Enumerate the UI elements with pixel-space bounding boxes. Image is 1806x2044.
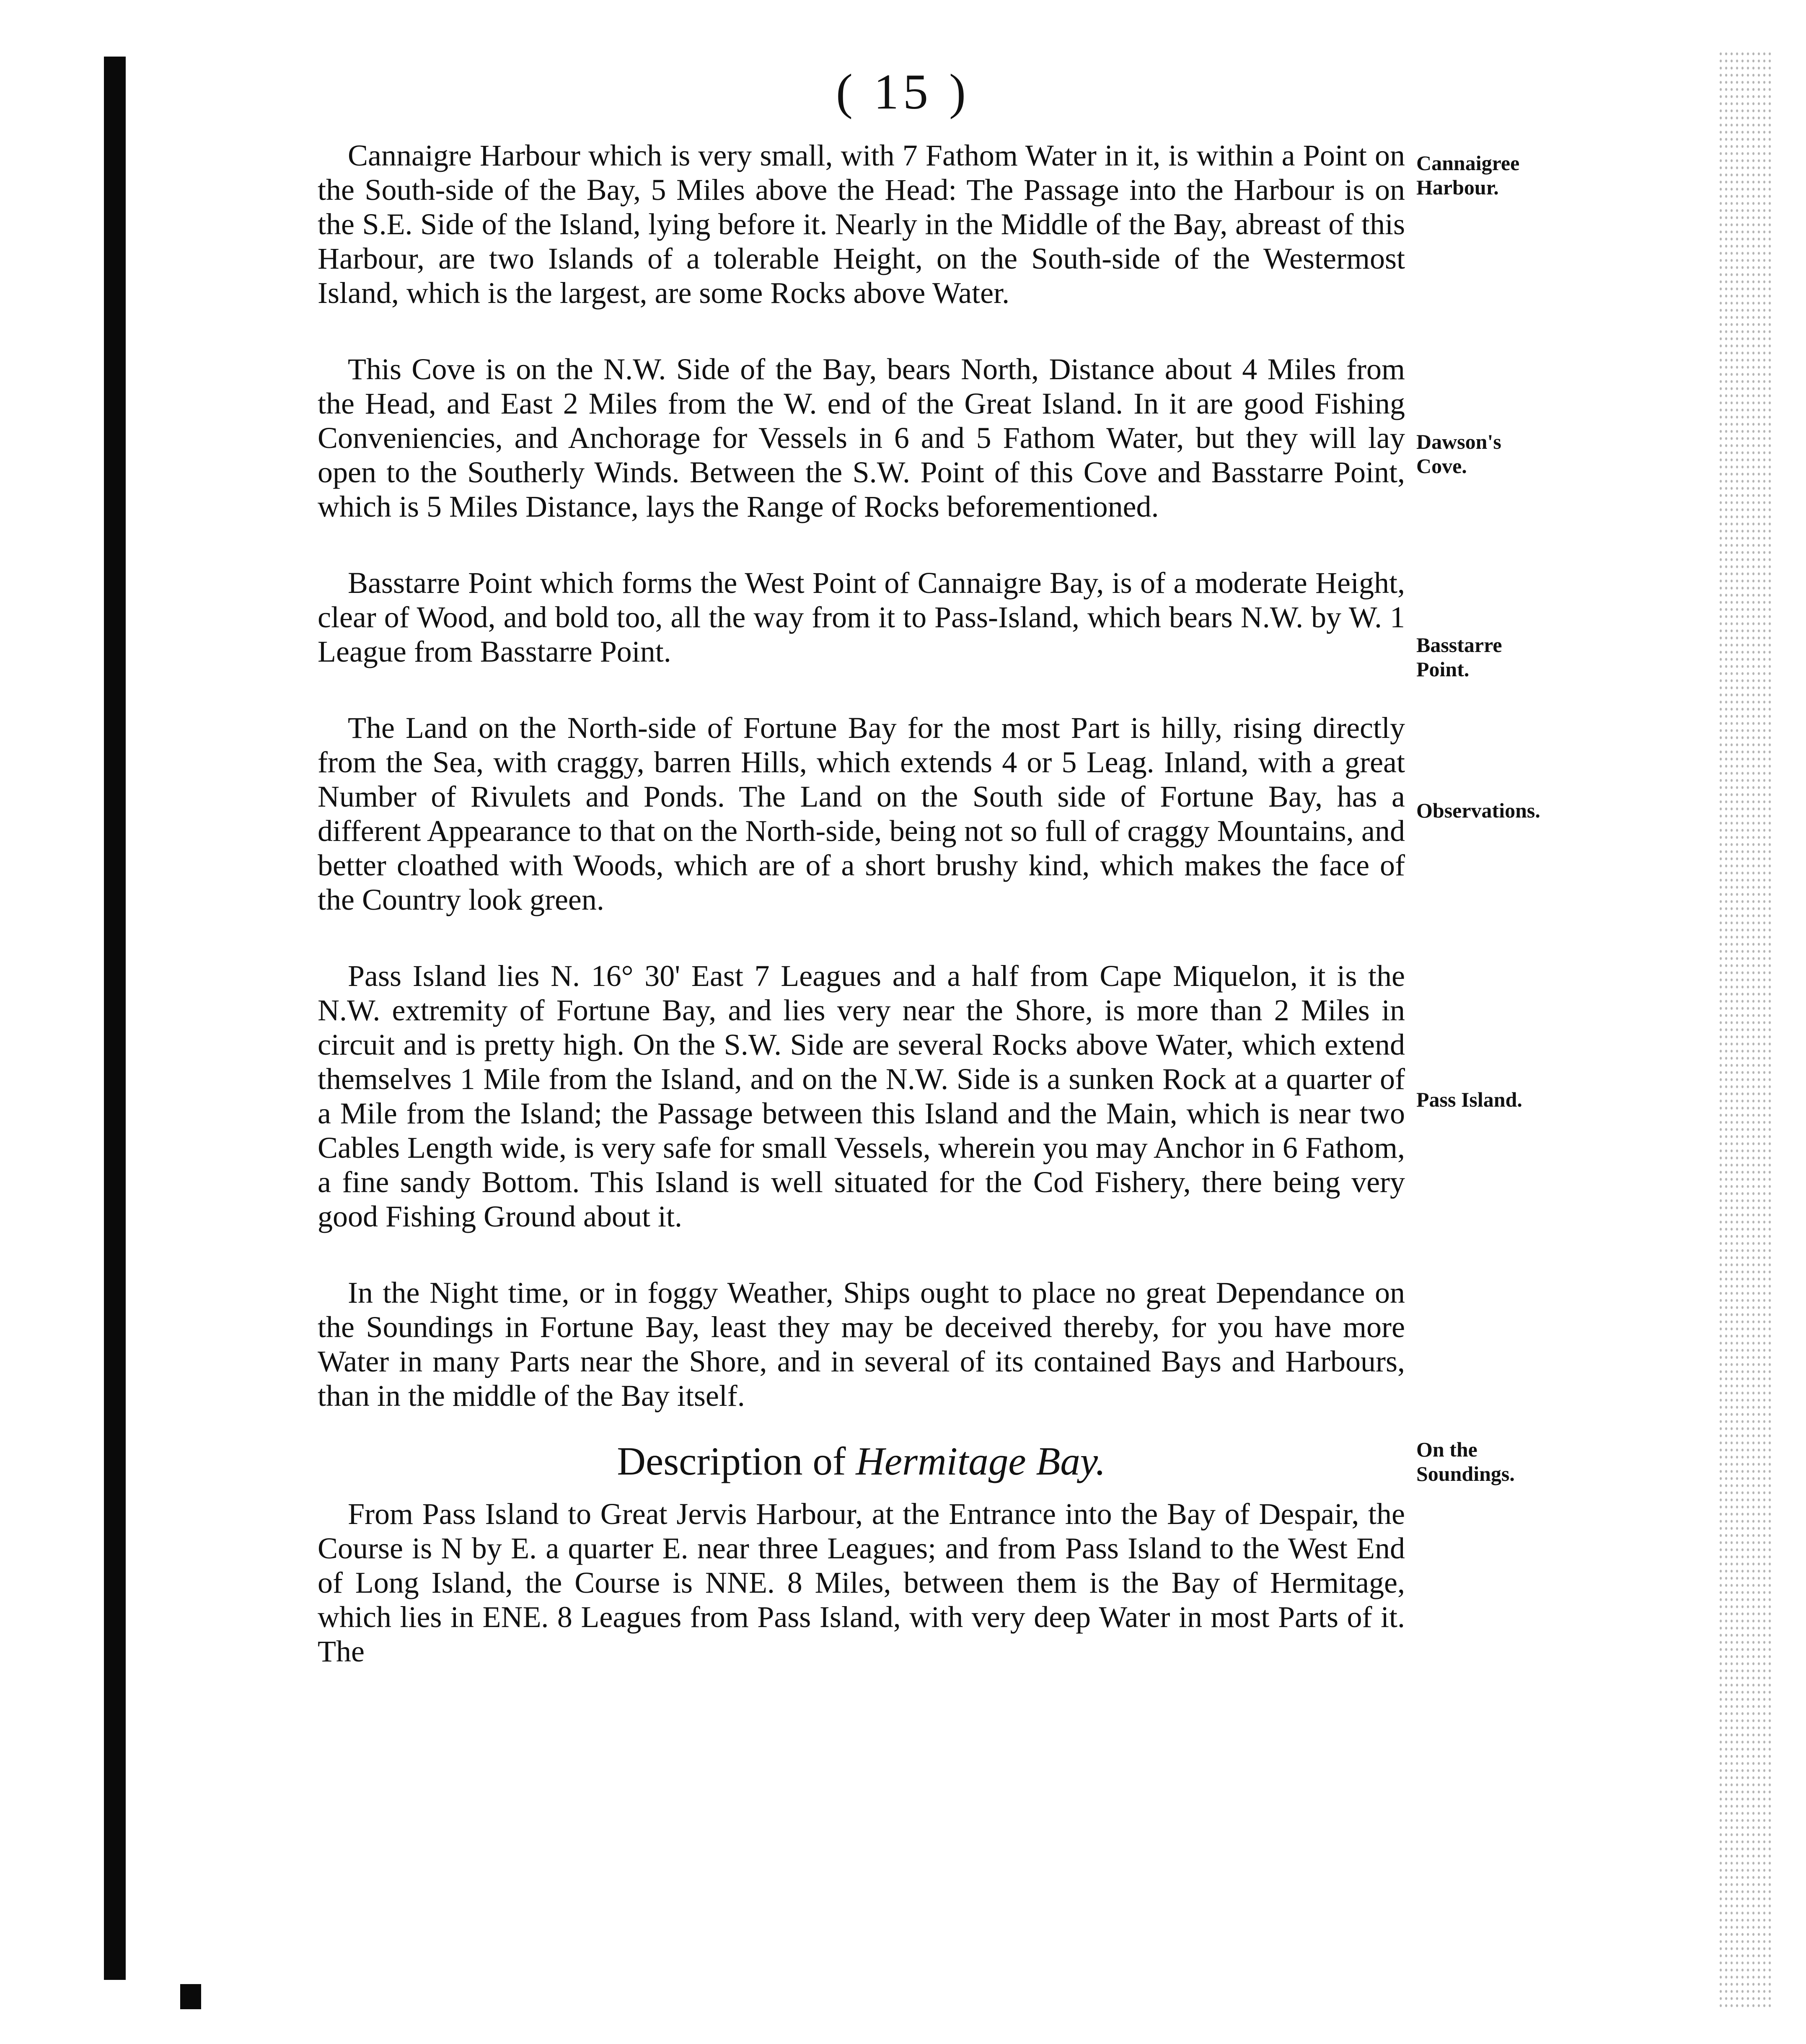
margin-note-soundings: On the Soundings. bbox=[1416, 1438, 1515, 1485]
paragraph-basstarre-point: Basstarre Point which forms the West Point of Cannaigre Bay, is of a moderate Height, clear of Wood, and bold too, all the way from it to Pass-Island, which bears N.W. by W. 1 League from Basstarre Point. bbox=[318, 566, 1405, 668]
margin-note-dawsons-cove: Dawson's Cove. bbox=[1416, 430, 1501, 478]
section-heading bbox=[318, 1438, 1405, 1484]
section-heading-name: Hermitage Bay. bbox=[856, 1439, 1106, 1483]
paragraph-hermitage-text: From Pass Island to Great Jervis Harbour, at the Entrance into the Bay of Despair, the Course is N by E. a quarter E. near three Leagues; and from Pass Island to the West End of Long Island, the Course is NNE. 8 Miles, between them is the Bay of Hermitage, which lies in ENE. 8 Leagues from Pass Island, with very deep Water in most Parts of it. bbox=[318, 1497, 1405, 1634]
paragraph-hermitage-bay bbox=[318, 1497, 1405, 1669]
main-text-column bbox=[318, 138, 1405, 1669]
paragraph-dawsons-cove: This Cove is on the N.W. Side of the Bay, bears North, Distance about 4 Miles from the Head, and East 2 Miles from the W. end of the Great Island. In it are good Fishing Conveniencies, and Anchorage for Vessels in 6 and 5 Fathom Water, but they will lay open to the Southerly Winds. Between the S.W. Point of this Cove and Basstarre Point, which is 5 Miles Distance, lays the Range of Rocks beforementioned. bbox=[318, 352, 1405, 523]
margin-note-basstarre-point: Basstarre Point. bbox=[1416, 633, 1502, 681]
page-binding-edge bbox=[104, 57, 126, 1980]
margin-note-observations: Observations. bbox=[1416, 799, 1540, 822]
paragraph-soundings: In the Night time, or in foggy Weather, Ships ought to place no great Dependance on the Soundings in Fortune Bay, least they may be deceived thereby, for you have more Water in many Parts near the Shore, and in several of its contained Bays and Harbours, than in the middle of the Bay itself. bbox=[318, 1276, 1405, 1413]
margin-note-cannaigree-harbour: Cannaigree Harbour. bbox=[1416, 151, 1520, 199]
page-number: ( 15 ) bbox=[836, 64, 970, 119]
section-heading-prefix: Description of bbox=[617, 1439, 846, 1483]
page-edge-speckle bbox=[1718, 50, 1772, 2011]
catchword: The bbox=[318, 1635, 365, 1668]
paragraph-pass-island: Pass Island lies N. 16° 30' East 7 Leagues and a half from Cape Miquelon, it is the N.W. extremity of Fortune Bay, and lies very near the Shore, is more than 2 Miles in circuit and is pretty high. On the S.W. Side are several Rocks above Water, which extend themselves 1 Mile from the Island, and on the N.W. Side is a sunken Rock at a quarter of a Mile from the Island; the Passage between this Island and the Main, which is near two Cables Length wide, is very safe for small Vessels, wherein you may Anchor in 6 Fathom, a fine sandy Bottom. This Island is well situated for the Cod Fishery, there being very good Fishing Ground about it. bbox=[318, 959, 1405, 1233]
binding-mark bbox=[180, 1984, 201, 2009]
paragraph-observations: The Land on the North-side of Fortune Bay for the most Part is hilly, rising directly from the Sea, with craggy, barren Hills, which extends 4 or 5 Leag. Inland, with a great Number of Rivulets and Ponds. The Land on the South side of Fortune Bay, has a different Appearance to that on the North-side, being not so full of craggy Mountains, and better cloathed with Woods, which are of a short brushy kind, which makes the face of the Country look green. bbox=[318, 711, 1405, 916]
margin-note-pass-island: Pass Island. bbox=[1416, 1088, 1522, 1111]
paragraph-cannaigre-harbour: Cannaigre Harbour which is very small, with 7 Fathom Water in it, is within a Point on the South-side of the Bay, 5 Miles above the Head: The Passage into the Harbour is on the S.E. Side of the Island, lying before it. Nearly in the Middle of the Bay, abreast of this Harbour, are two Islands of a tolerable Height, on the South-side of the Westermost Island, which is the largest, are some Rocks above Water. bbox=[318, 139, 1405, 310]
